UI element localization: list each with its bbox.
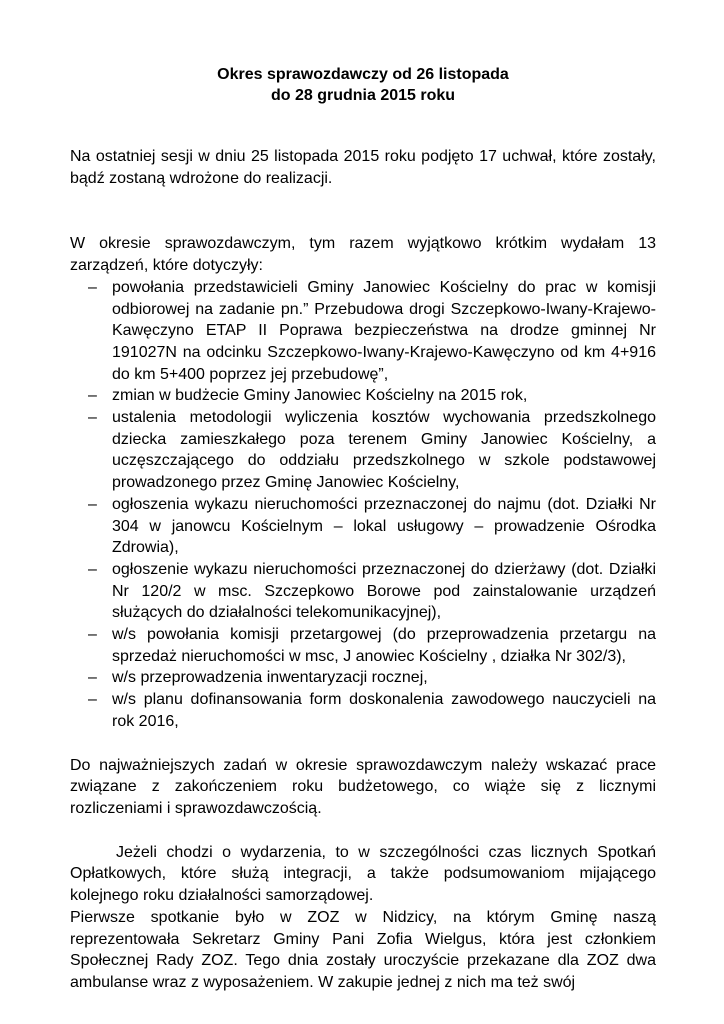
list-item <box>70 385 656 407</box>
list-item-text: w/s przeprowadzenia inwentaryzacji rocznej, <box>112 669 428 687</box>
list-dash: – <box>88 495 97 513</box>
document-page <box>70 64 656 994</box>
events-paragraph: Jeżeli chodzi o wydarzenia, to w szczególności czas licznych Spotkań Opłatkowych, które służą integracji, a także podsumowaniom mijającego kolejnego roku działalności samorządowej. <box>70 843 656 905</box>
list-item-text: zmian w budżecie Gminy Janowiec Kościelny na 2015 rok, <box>112 387 528 405</box>
list-dash: – <box>88 669 97 687</box>
list-item-text: powołania przedstawicieli Gminy Janowiec Kościelny do prac w komisji odbiorowej na zadanie pn.” Przebudowa drogi Szczepkowo-Iwany-Krajewo-Kawęczyno ETAP II Poprawa bezpieczeństwa na drodze gminnej Nr 191027N na odcinku Szczepkowo-Iwany-Krajewo-Kawęczyno od km 4+916 do km 5+400 poprzez jej przebudowę”, <box>112 278 656 383</box>
list-item-text: w/s planu dofinansowania form doskonalenia zawodowego nauczycieli na rok 2016, <box>112 691 656 730</box>
list-item <box>70 559 656 624</box>
decrees-intro-paragraph: W okresie sprawozdawczym, tym razem wyjątkowo krótkim wydałam 13 zarządzeń, które dotyczyły: <box>70 235 656 275</box>
list-item-text: ogłoszenie wykazu nieruchomości przeznaczonej do dzierżawy (dot. Działki Nr 120/2 w msc. Szczepkowo Borowe pod zainstalowanie urządzeń służących do działalności telekomunikacyjnej), <box>112 560 656 622</box>
list-item-text: ogłoszenia wykazu nieruchomości przeznaczonej do najmu (dot. Działki Nr 304 w janowcu Kościelnym – lokal usługowy – prowadzenie Ośrodka Zdrowia), <box>112 495 656 557</box>
decrees-list <box>70 277 656 733</box>
list-item-text: ustalenia metodologii wyliczenia kosztów wychowania przedszkolnego dziecka zamieszkałego poza terenem Gminy Janowiec Kościelny, a uczęszczającego do oddziału przedszkolnego w szkole podstawowej prowadzonego przez Gminę Janowiec Kościelny, <box>112 409 656 492</box>
list-item-text: w/s powołania komisji przetargowej (do przeprowadzenia przetargu na sprzedaż nieruchomości w msc, J anowiec Kościelny , działka Nr 302/3), <box>112 626 656 665</box>
report-title <box>70 64 656 106</box>
list-dash: – <box>88 560 97 578</box>
list-item <box>70 494 656 559</box>
list-dash: – <box>88 278 97 296</box>
list-item <box>70 667 656 689</box>
list-item <box>70 689 656 732</box>
list-item <box>70 407 656 494</box>
intro-paragraph: Na ostatniej sesji w dniu 25 listopada 2015 roku podjęto 17 uchwał, które zostały, bądź zostaną wdrożone do realizacji. <box>70 148 656 187</box>
report-title-line-2: do 28 grudnia 2015 roku <box>270 87 456 104</box>
list-item <box>70 277 656 386</box>
first-meeting-paragraph: Pierwsze spotkanie było w ZOZ w Nidzicy, na którym Gminę naszą reprezentowała Sekretarz Gminy Pani Zofia Wielgus, która jest członkiem Społecznej Rady ZOZ. Tego dnia zostały uroczyście przekazane dla ZOZ dwa ambulanse wraz z wyposażeniem. W zakupie jednej z nich ma też swój <box>70 908 656 991</box>
list-dash: – <box>88 409 97 427</box>
list-dash: – <box>88 387 97 405</box>
list-item <box>70 624 656 667</box>
list-dash: – <box>88 626 97 644</box>
list-dash: – <box>88 691 97 709</box>
tasks-paragraph: Do najważniejszych zadań w okresie sprawozdawczym należy wskazać prace związane z zakończeniem roku budżetowego, co wiąże się z licznymi rozliczeniami i sprawozdawczością. <box>70 756 656 817</box>
report-title-line-1: Okres sprawozdawczy od 26 listopada <box>217 66 509 83</box>
